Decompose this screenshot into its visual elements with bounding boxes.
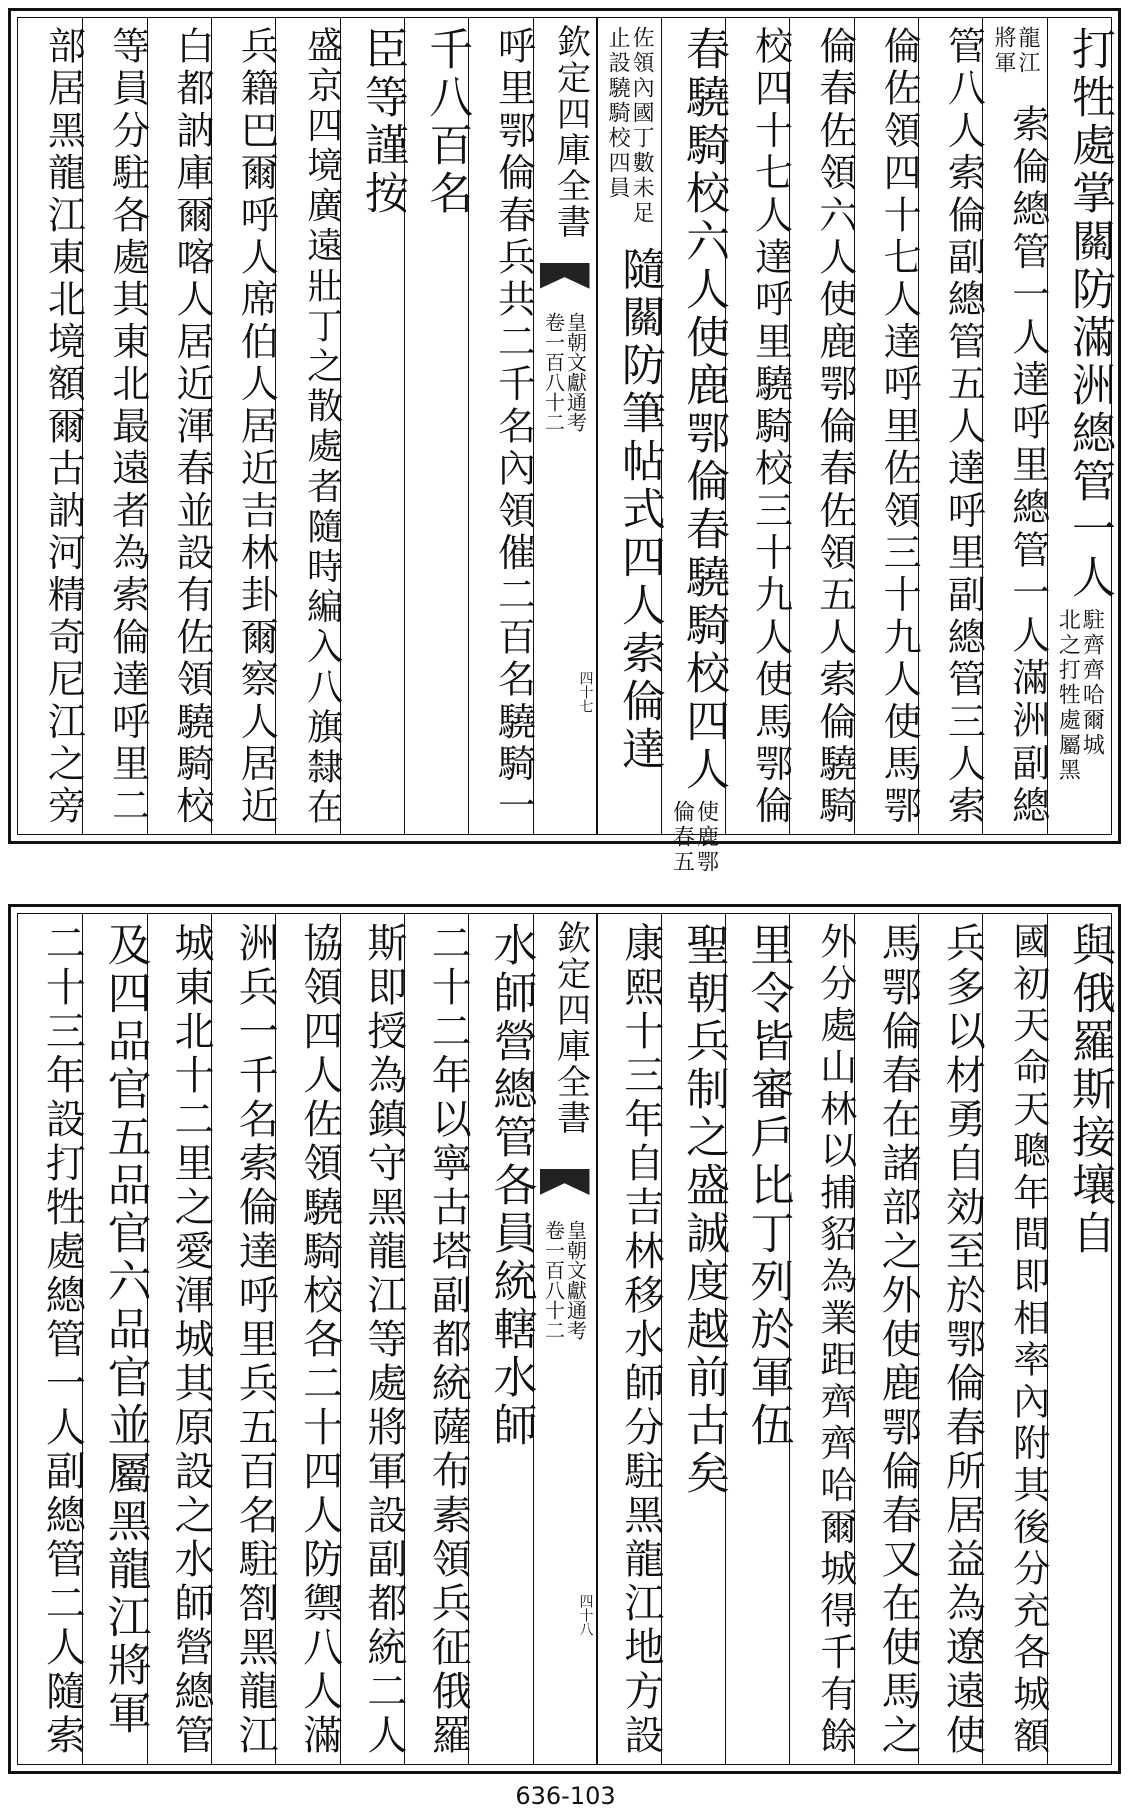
- top-column-text: 盛京四境廣遠壯丁之散處者隨時編入八旗隸在: [301, 26, 343, 828]
- top-fishtail-mark: [540, 263, 590, 289]
- top-text-column: [918, 18, 986, 834]
- top-page-frame: [17, 17, 1115, 875]
- top-source-title: 皇朝文獻通考: [563, 311, 588, 432]
- bottom-text-column: [18, 914, 86, 1764]
- top-column-text: 白都訥庫爾喀人居近渾春並設有佐領驍騎校: [169, 26, 214, 828]
- bottom-column-text: 兵多以材勇自効至於鄂倫春所居益為遼遠使: [939, 922, 986, 1758]
- top-text-column: [468, 18, 536, 834]
- top-text-column: [725, 18, 793, 834]
- note-right: 駐齊齊哈爾城: [1079, 608, 1105, 758]
- top-column-text: 索倫總管一人達呼里總管一人滿洲副總: [1005, 104, 1050, 828]
- top-text-column: [275, 18, 343, 834]
- bottom-column-text: 聖朝兵制之盛誠度越前古矣: [678, 922, 730, 1498]
- top-text-column: [982, 18, 1050, 834]
- note-right: 使鹿鄂: [693, 800, 719, 875]
- top-title-column: [533, 18, 597, 834]
- note-right: 佐領內國丁數未足: [629, 26, 655, 226]
- bottom-text-column: [725, 914, 794, 1764]
- top-text-column: [82, 18, 150, 834]
- bottom-column-text: 斯即授為鎮守黑龍江等處將軍設副都統二人: [360, 922, 407, 1758]
- top-text-column: [597, 18, 665, 834]
- bottom-column-text: 城東北十二里之愛渾城其原設之水師營總管: [167, 922, 214, 1758]
- top-inline-note: [983, 26, 1046, 76]
- bottom-column-text: 二十二年以寧古塔副都統薩布素領兵征俄羅: [425, 922, 472, 1758]
- top-text-column: [789, 18, 857, 834]
- bottom-column-text: 水師營總管各員統轄水師: [485, 922, 537, 1450]
- top-column-text: 春驍騎校六人使鹿鄂倫春驍騎校四人: [678, 26, 730, 794]
- bottom-page: [8, 904, 1121, 1774]
- top-text-column: [211, 18, 279, 834]
- top-text-column: [147, 18, 214, 834]
- top-text-column: [404, 18, 473, 834]
- bottom-title-column: [533, 914, 597, 1764]
- bottom-text-column: [854, 914, 922, 1764]
- top-inline-note: [662, 800, 725, 875]
- note-left: 止設驍騎校四員: [605, 26, 631, 201]
- top-text-column: [340, 18, 408, 834]
- bottom-text-column: [340, 914, 407, 1764]
- bottom-text-column: [597, 914, 664, 1764]
- top-column-text: 管八人索倫副總管五人達呼里副總管三人索: [941, 26, 986, 828]
- bottom-page-frame: [17, 913, 1115, 1765]
- top-column-text: 等員分駐各處其東北最遠者為索倫達呼里二: [105, 26, 150, 828]
- top-volume: 卷一百八十二: [541, 311, 566, 432]
- bottom-column-text: 外分處山林以捕貂為業距齊齊哈爾城得千有餘: [813, 922, 857, 1758]
- bottom-text-column: [789, 914, 857, 1764]
- bottom-column-text: 洲兵一千名索倫達呼里兵五百名駐劄黑龍江: [232, 922, 279, 1758]
- top-page: [8, 8, 1121, 875]
- top-column-text: 打牲處掌關防滿洲總管一人: [1064, 26, 1115, 602]
- bottom-column-text: 馬鄂倫春在諸部之外使鹿鄂倫春又在使馬之: [875, 922, 922, 1758]
- top-column-text: 呼里鄂倫春兵共二千名內領催二百名驍騎一: [491, 26, 536, 828]
- bottom-column-text: 康熙十三年自吉林移水師分駐黑龍江地方設: [617, 922, 664, 1758]
- top-text-column: [854, 18, 922, 834]
- top-column-text: 兵籍巴爾呼人席伯人居近吉林卦爾察人居近: [234, 26, 279, 828]
- top-inline-note: [1048, 608, 1111, 783]
- note-left: 倫春五: [669, 800, 695, 875]
- bottom-column-text: 二十三年設打牲處總管一人副總管二人隨索: [39, 922, 86, 1758]
- top-text-column: [18, 18, 86, 834]
- bottom-text-column: [1047, 914, 1115, 1764]
- bottom-text-column: [468, 914, 537, 1764]
- top-folio-number: 四十七: [577, 670, 594, 713]
- bottom-source-title: 皇朝文獻通考: [563, 1220, 588, 1340]
- top-column-text: 倫佐領四十七人達呼里佐領三十九人使馬鄂: [877, 26, 922, 828]
- top-book-title: 欽定四庫全書: [550, 24, 591, 240]
- page-number-footer: 636-103: [515, 1782, 616, 1810]
- bottom-text-column: [82, 914, 151, 1764]
- bottom-text-column: [275, 914, 343, 1764]
- top-column-text: 千八百名: [421, 26, 473, 218]
- top-column-text: 臣等謹按: [356, 26, 408, 218]
- bottom-source-info: [534, 1220, 596, 1340]
- bottom-text-column: [982, 914, 1050, 1764]
- bottom-folio-number: 四十八: [577, 1594, 594, 1636]
- bottom-fishtail-mark: [540, 1169, 590, 1195]
- bottom-text-column: [918, 914, 986, 1764]
- note-left: 將軍: [991, 26, 1017, 76]
- bottom-column-text: 與俄羅斯接壤自: [1064, 922, 1115, 1258]
- bottom-text-column: [661, 914, 730, 1764]
- top-column-text: 隨關防筆帖式四人索倫達: [613, 246, 665, 774]
- top-column-text: 校四十七人達呼里驍騎校三十九人使馬鄂倫: [748, 26, 793, 828]
- bottom-text-column: [147, 914, 214, 1764]
- top-source-info: [534, 312, 596, 432]
- bottom-column-text: 協領四人佐領驍騎校各二十四人防禦八人滿: [296, 922, 343, 1758]
- bottom-book-title: 欽定四庫全書: [550, 920, 591, 1136]
- bottom-text-column: [404, 914, 472, 1764]
- bottom-column-text: 國初天命天聰年間即相率內附其後分充各城額: [1006, 922, 1050, 1758]
- bottom-column-text: 及四品官五品官六品官並屬黑龍江將軍: [99, 922, 151, 1738]
- note-left: 北之打牲處屬黑: [1055, 608, 1081, 783]
- top-column-text: 部居黑龍江東北境額爾古訥河精奇尼江之旁: [41, 26, 86, 828]
- bottom-column-text: 里令皆審戶比丁列於軍伍: [742, 922, 794, 1450]
- note-right: 龍江: [1015, 26, 1041, 76]
- top-text-column: [661, 18, 730, 875]
- top-column-text: 倫春佐領六人使鹿鄂倫春佐領五人索倫驍騎: [812, 26, 857, 828]
- top-text-column: [1047, 18, 1115, 834]
- bottom-volume: 卷一百八十二: [541, 1220, 566, 1340]
- top-inline-note: [598, 26, 661, 226]
- bottom-text-column: [211, 914, 279, 1764]
